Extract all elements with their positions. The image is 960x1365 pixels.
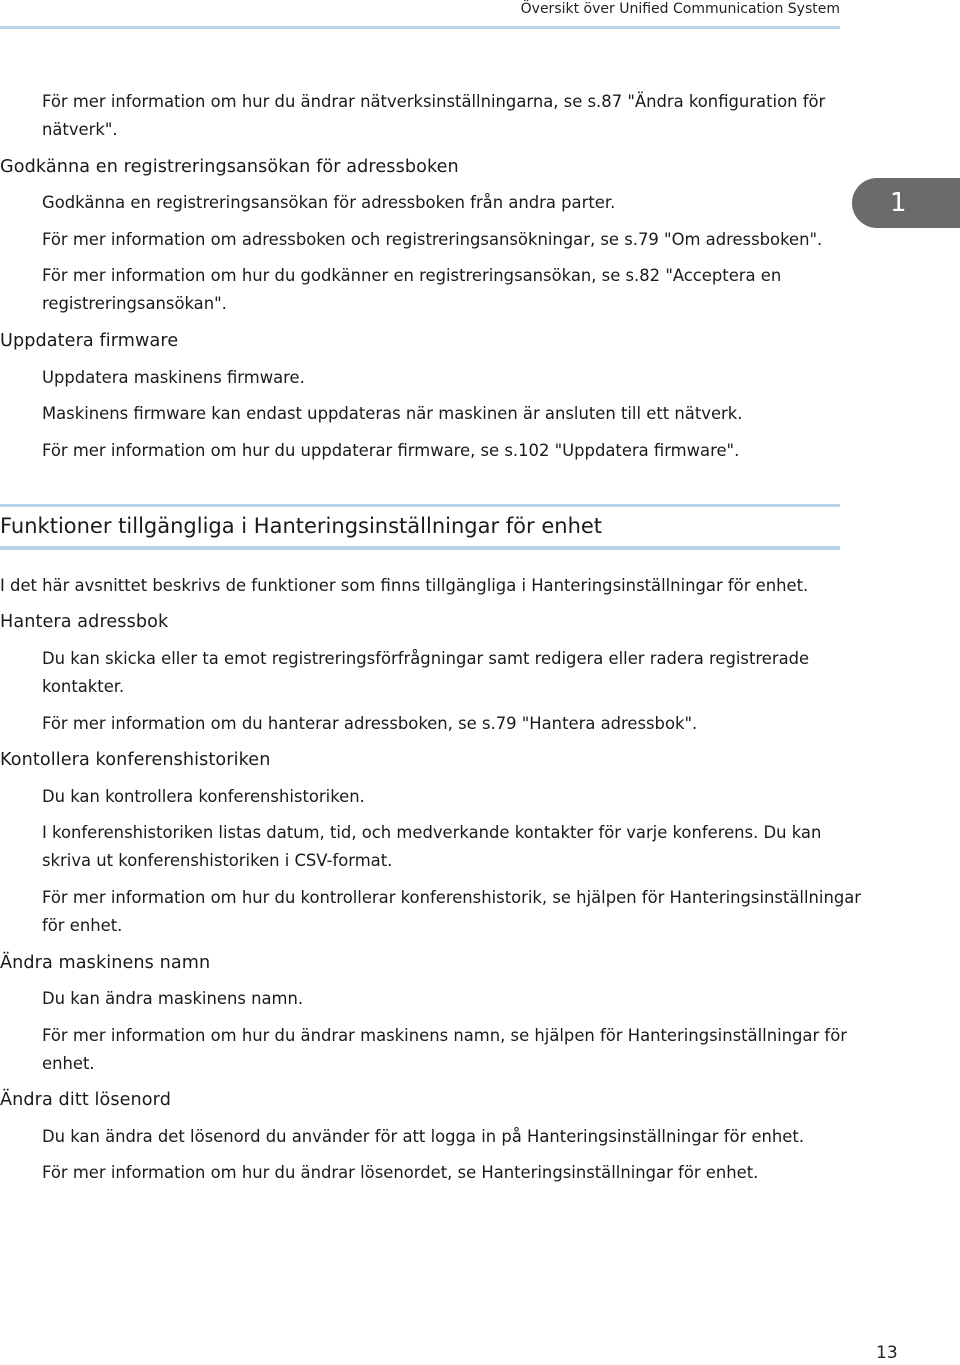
addressbook-info: För mer information om du hanterar adressboken, se s.79 "Hantera adressbok". [42, 714, 698, 733]
machine-name-description: Du kan ändra maskinens namn. [42, 989, 304, 1008]
firmware-description: Uppdatera maskinens firmware. [42, 368, 305, 387]
addressbook-description-line-2: kontakter. [42, 677, 125, 696]
approve-description: Godkänna en registreringsansökan för adressboken från andra parter. [42, 193, 616, 212]
heading-manage-addressbook: Hantera adressbok [0, 612, 169, 632]
firmware-note: Maskinens firmware kan endast uppdateras när maskinen är ansluten till ett nätverk. [42, 404, 743, 423]
page-number: 13 [876, 1343, 898, 1363]
conference-info-line-1: För mer information om hur du kontrollerar konferenshistorik, se hjälpen för Hanteringsinställningar [42, 888, 862, 907]
network-info-line-1: För mer information om hur du ändrar nätverksinställningarna, se s.87 "Ändra konfiguration för [42, 92, 826, 111]
section-rule-bottom [0, 546, 840, 550]
section-intro: I det här avsnittet beskrivs de funktioner som finns tillgängliga i Hanteringsinställningar för enhet. [0, 576, 809, 595]
approve-info-addressbook: För mer information om adressboken och registreringsansökningar, se s.79 "Om adressboken". [42, 230, 823, 249]
section-rule-top [0, 504, 840, 507]
machine-name-info-line-1: För mer information om hur du ändrar maskinens namn, se hjälpen för Hanteringsinställningar för [42, 1026, 847, 1045]
addressbook-description-line-1: Du kan skicka eller ta emot registreringsförfrågningar samt redigera eller radera registrerade [42, 649, 810, 668]
conference-list-line-1: I konferenshistoriken listas datum, tid, och medverkande kontakter för varje konferens. Du kan [42, 823, 822, 842]
heading-change-machine-name: Ändra maskinens namn [0, 953, 211, 973]
machine-name-info-line-2: enhet. [42, 1054, 95, 1073]
password-info: För mer information om hur du ändrar lösenordet, se Hanteringsinställningar för enhet. [42, 1163, 759, 1182]
conference-description: Du kan kontrollera konferenshistoriken. [42, 787, 365, 806]
chapter-tab: 1 [852, 178, 960, 228]
running-header-title: Översikt över Unified Communication System [520, 1, 840, 17]
network-info-line-2: nätverk". [42, 120, 118, 139]
heading-approve-registration: Godkänna en registreringsansökan för adressboken [0, 157, 459, 177]
header-rule [0, 26, 840, 29]
approve-info-accept-line-2: registreringsansökan". [42, 294, 227, 313]
section-title: Funktioner tillgängliga i Hanteringsinställningar för enhet [0, 514, 603, 538]
conference-list-line-2: skriva ut konferenshistoriken i CSV-format. [42, 851, 393, 870]
firmware-info: För mer information om hur du uppdaterar firmware, se s.102 "Uppdatera firmware". [42, 441, 740, 460]
heading-update-firmware: Uppdatera firmware [0, 331, 179, 351]
conference-info-line-2: för enhet. [42, 916, 123, 935]
approve-info-accept-line-1: För mer information om hur du godkänner en registreringsansökan, se s.82 "Acceptera en [42, 266, 782, 285]
heading-change-password: Ändra ditt lösenord [0, 1090, 171, 1110]
password-description: Du kan ändra det lösenord du använder för att logga in på Hanteringsinställningar för enhet. [42, 1127, 805, 1146]
heading-conference-history: Kontollera konferenshistoriken [0, 750, 271, 770]
